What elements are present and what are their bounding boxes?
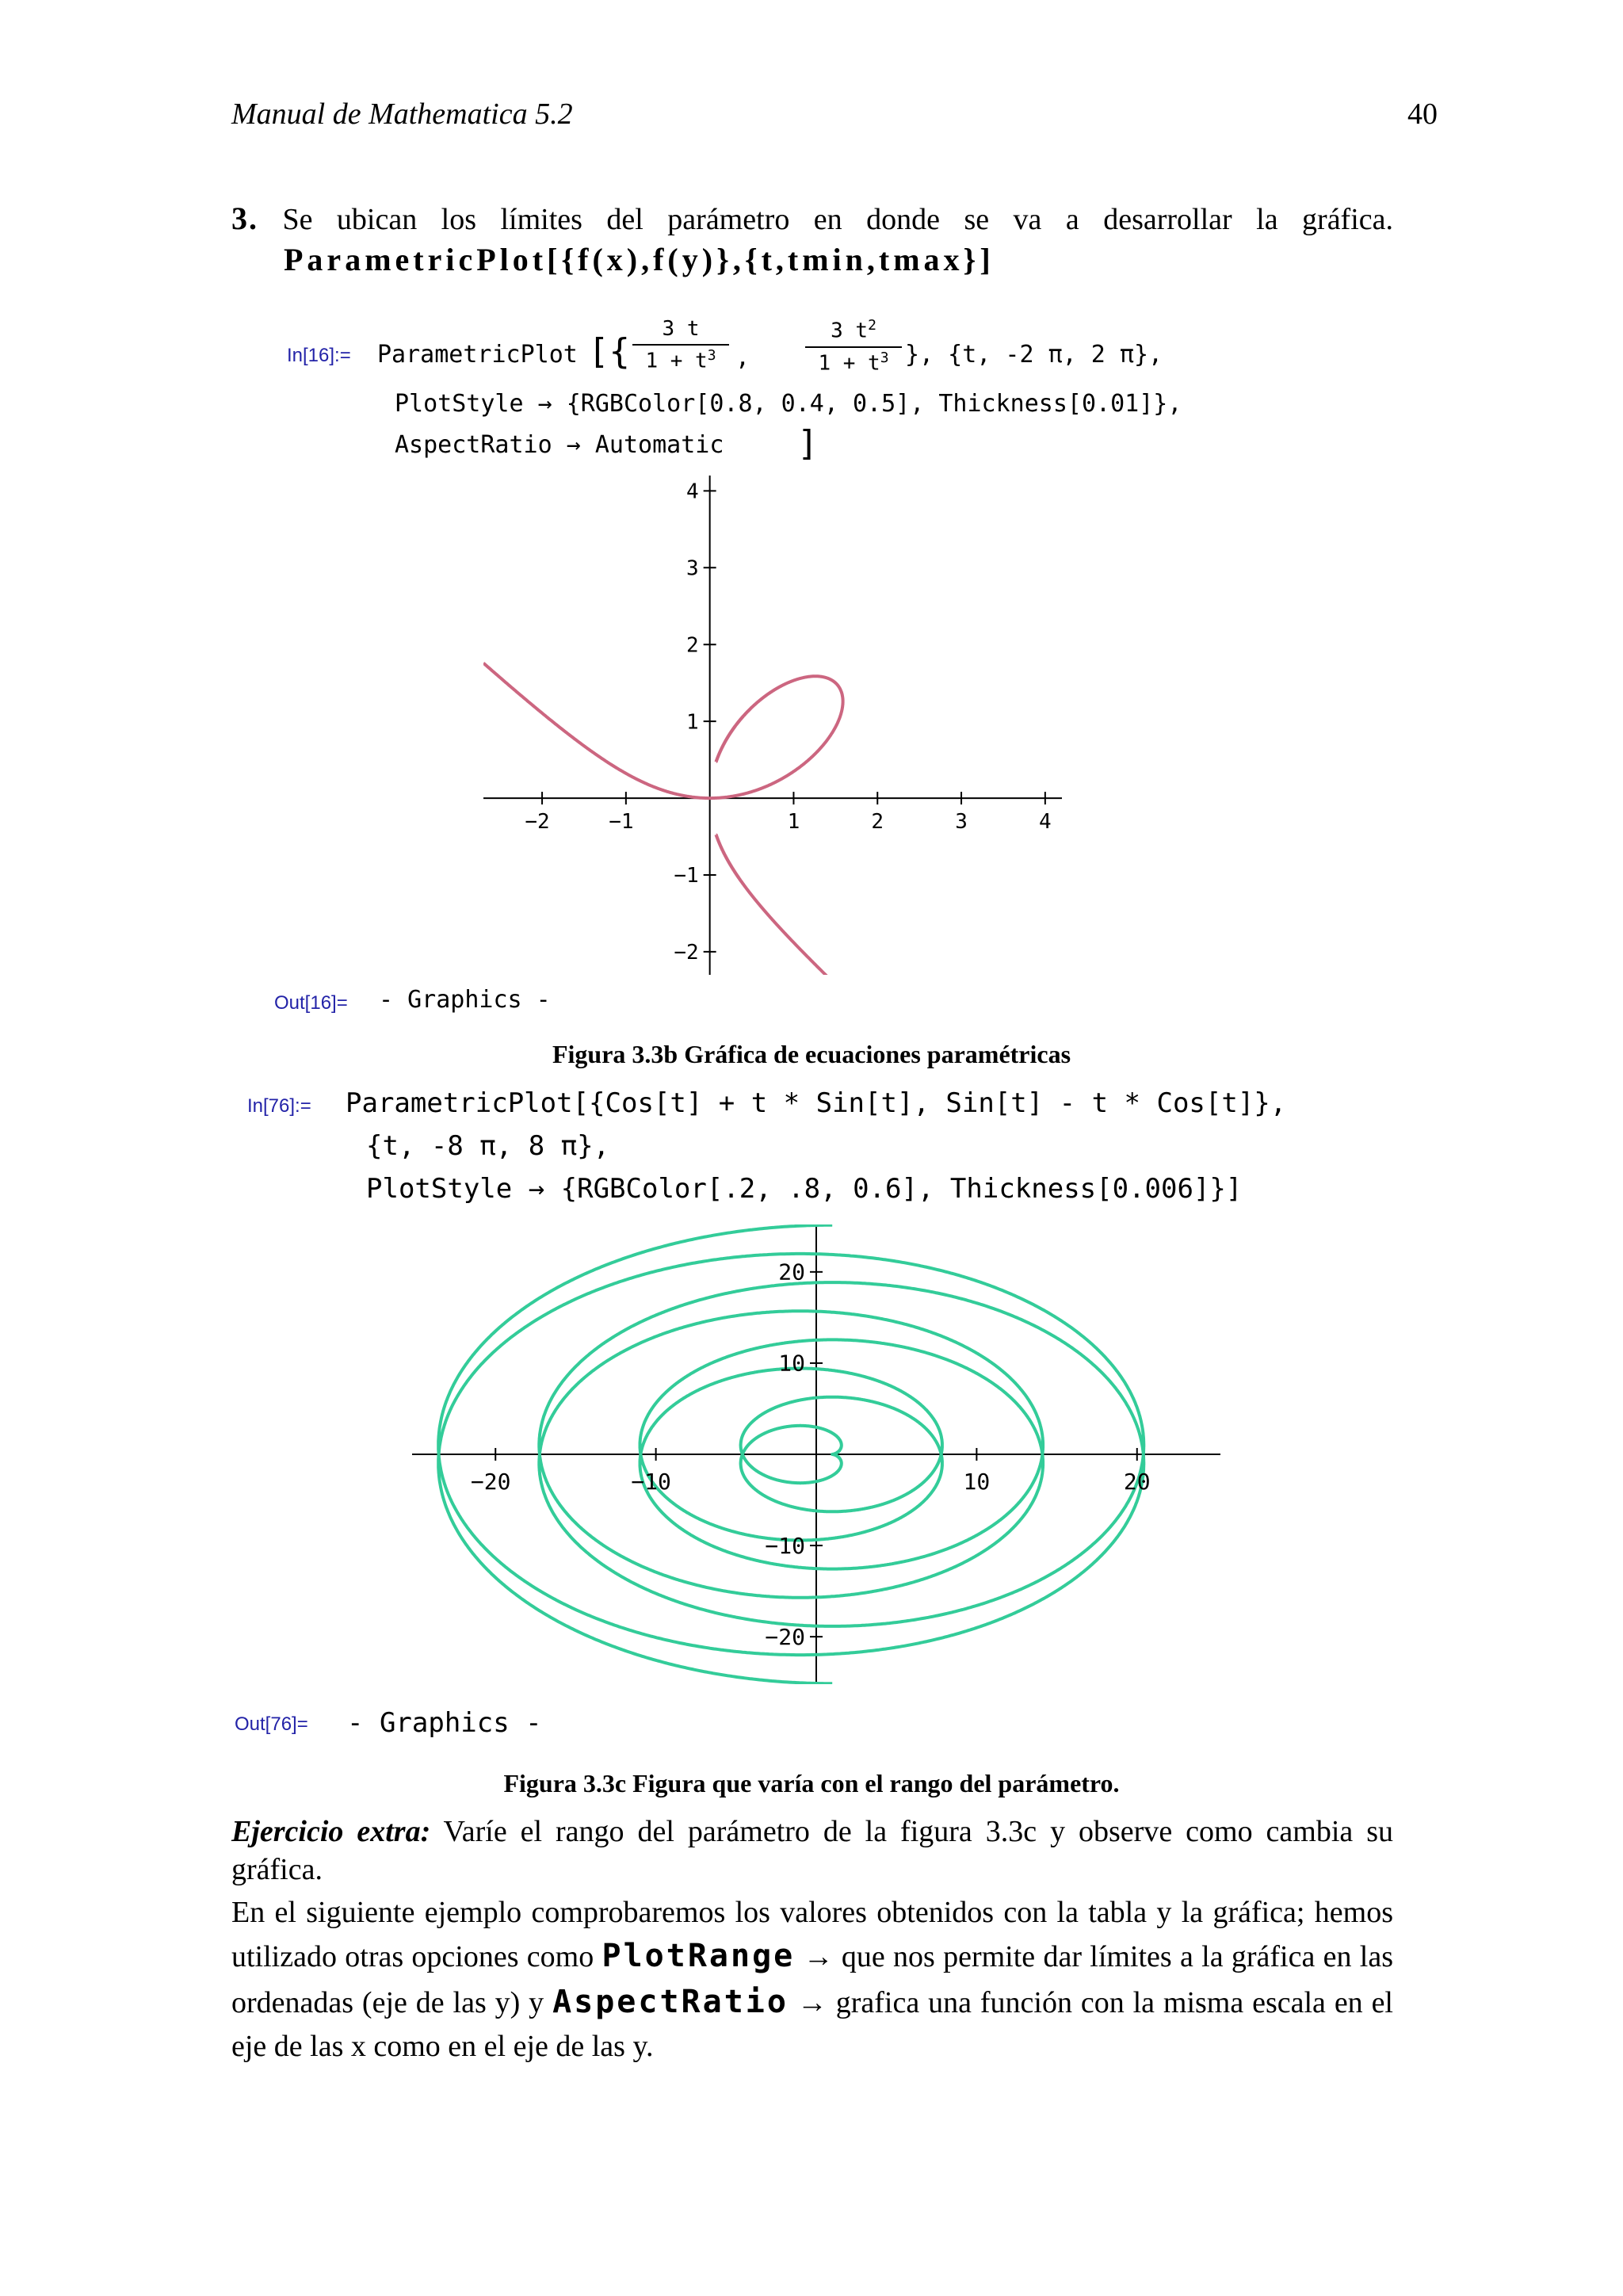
keyword-aspectratio: AspectRatio [552, 1983, 789, 2020]
step-text: Se ubican los límites del parámetro en donde se va a desarrollar la gráfica. [282, 203, 1394, 236]
x-tick-label: 4 [1039, 810, 1052, 835]
code-fn: ParametricPlot [377, 341, 578, 369]
code2-line2: {t, -8 π, 8 π}, [366, 1130, 610, 1162]
folium-plot [483, 476, 1062, 975]
y-tick-label: 2 [685, 633, 699, 658]
frac1-num: 3 t [662, 317, 700, 341]
frac2-den-exp: 3 [880, 349, 889, 366]
paragraph-part1: En el siguiente ejemplo comprobaremos los valores obtenidos con la tabla y la gráfica; hemos utilizado otras opciones como [231, 1896, 1393, 1974]
arrow-2: → [796, 1985, 827, 2019]
keyword-plotrange: PlotRange [601, 1938, 796, 1975]
y-tick-label: −20 [765, 1623, 805, 1650]
code2-line1: ParametricPlot[{Cos[t] + t * Sin[t], Sin[t] - t * Cos[t]}, [346, 1087, 1287, 1119]
step-3 [231, 197, 1393, 241]
paragraph-part2: que nos permite dar límites a la gráfica en las ordenadas (eje de las y) y [231, 1940, 1394, 2019]
x-tick-label: 3 [955, 810, 968, 835]
code-close-bracket: ] [797, 423, 819, 464]
frac2-num: 3 t [831, 319, 869, 343]
running-header: Manual de Mathematica 5.2 [231, 97, 573, 131]
exercise-text: Varíe el rango del parámetro de la figura 3.3c y observe como cambia su gráfica. [231, 1815, 1393, 1886]
y-tick-label: 20 [778, 1259, 805, 1286]
page-number: 40 [1407, 97, 1438, 131]
x-tick-label: −10 [631, 1469, 671, 1495]
x-tick-label: 10 [963, 1469, 991, 1495]
y-tick-label: 4 [685, 479, 699, 504]
out-text-76: - Graphics - [347, 1707, 542, 1739]
x-tick-label: 1 [787, 810, 800, 835]
out-text-16: - Graphics - [379, 986, 551, 1014]
x-tick-label: −1 [609, 810, 634, 835]
x-tick-label: −20 [470, 1469, 511, 1495]
out-label-76: Out[76]= [235, 1713, 308, 1735]
fraction-1 [632, 317, 729, 373]
parametricplot-syntax: ParametricPlot[{f(x),f(y)},{t,tmin,tmax}] [284, 242, 995, 277]
closing-paragraph [231, 1891, 1393, 2068]
code-open-brackets: [{ [588, 331, 630, 372]
frac1-den: 1 + t [645, 349, 708, 373]
out-label-16: Out[16]= [274, 992, 348, 1014]
figure-3-3b-caption: Figura 3.3b Gráfica de ecuaciones paramétricas [552, 1040, 1071, 1068]
frac2-den: 1 + t [818, 351, 880, 376]
input-cell-16 [377, 317, 1392, 468]
x-tick-label: 20 [1123, 1469, 1151, 1495]
y-tick-label: 3 [685, 556, 699, 581]
x-tick-label: −2 [525, 810, 550, 835]
y-tick-label: −2 [674, 941, 699, 965]
paragraph-part3: grafica una función con la misma escala en el eje de las x como en el eje de las y. [231, 1985, 1393, 2063]
frac1-den-exp: 3 [707, 347, 716, 364]
y-tick-label: 10 [778, 1350, 805, 1377]
exercise-paragraph [231, 1813, 1393, 1889]
frac2-num-exp: 2 [868, 317, 876, 334]
x-tick-label: 2 [871, 810, 884, 835]
y-tick-label: −10 [765, 1532, 805, 1559]
involute-plot [412, 1224, 1220, 1684]
in-label-76: In[76]:= [247, 1095, 311, 1117]
fraction-2 [805, 317, 902, 375]
figure-3-3c-caption: Figura 3.3c Figura que varía con el rango del parámetro. [503, 1769, 1120, 1797]
code-line3: AspectRatio → Automatic [395, 431, 724, 459]
code-comma: , [735, 344, 750, 372]
code-line2: PlotStyle → {RGBColor[0.8, 0.4, 0.5], Thickness[0.01]}, [395, 390, 1182, 418]
code2-line3: PlotStyle → {RGBColor[.2, .8, 0.6], Thickness[0.006]}] [366, 1173, 1243, 1205]
arrow-1: → [803, 1940, 834, 1974]
in-label-16: In[16]:= [287, 345, 351, 366]
step-number: 3. [231, 201, 258, 236]
y-tick-label: −1 [674, 864, 699, 888]
y-tick-label: 1 [685, 710, 699, 735]
exercise-label: Ejercicio extra: [231, 1815, 431, 1848]
code-range: }, {t, -2 π, 2 π}, [905, 341, 1163, 369]
